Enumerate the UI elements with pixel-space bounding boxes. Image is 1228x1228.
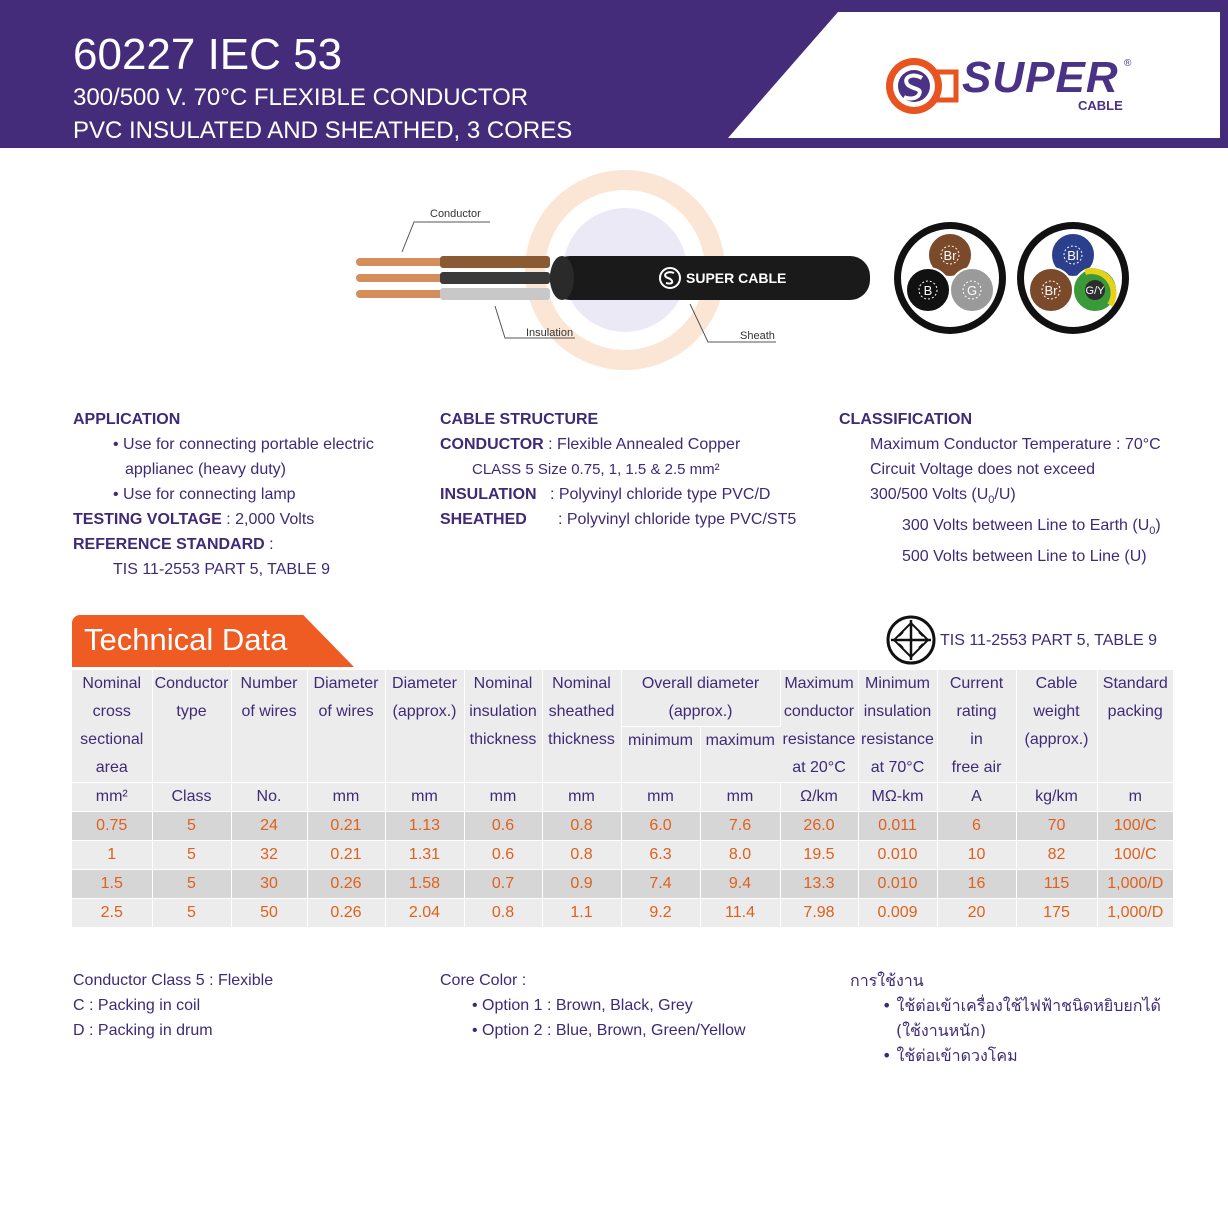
table-row xyxy=(72,812,1173,841)
header-area: Nominal cross sectional area xyxy=(72,670,152,783)
unit-cell: m xyxy=(1097,783,1173,812)
core-label: B xyxy=(923,283,933,298)
page-subtitle-voltage: 300/500 V. 70°C FLEXIBLE CONDUCTOR xyxy=(73,84,529,111)
table-cell: 9.2 xyxy=(621,899,700,928)
table-cell: 0.7 xyxy=(464,870,542,899)
testing-voltage-value: : 2,000 Volts xyxy=(226,511,315,528)
core-label: Bl xyxy=(1067,248,1079,263)
table-cell: 2.04 xyxy=(385,899,464,928)
thai-usage-section xyxy=(850,968,1210,1068)
unit-cell: No. xyxy=(231,783,307,812)
cross-section-option-2 xyxy=(1017,222,1129,334)
table-cell: 20 xyxy=(937,899,1016,928)
header-overall-diameter: Overall diameter (approx.) xyxy=(621,670,780,727)
table-cell: 0.26 xyxy=(307,899,385,928)
core-color-heading: Core Color : xyxy=(440,972,527,989)
table-cell: 32 xyxy=(231,841,307,870)
table-cell: 0.010 xyxy=(858,841,937,870)
header-diameter-of-wires: Diameter of wires xyxy=(307,670,385,783)
table-cell: 50 xyxy=(231,899,307,928)
table-cell: 0.6 xyxy=(464,812,542,841)
core-color-option-1: • Option 1 : Brown, Black, Grey xyxy=(472,997,693,1014)
conductor-value: : Flexible Annealed Copper xyxy=(548,436,741,453)
unit-cell: mm xyxy=(542,783,621,812)
unit-cell: mm² xyxy=(72,783,152,812)
table-cell: 19.5 xyxy=(780,841,858,870)
table-cell: 0.21 xyxy=(307,812,385,841)
header-conductor-type: Conductor type xyxy=(152,670,231,783)
core-label: G/Y xyxy=(1085,285,1105,297)
insulation-value: : Polyvinyl chloride type PVC/D xyxy=(549,486,771,503)
table-row xyxy=(72,841,1173,870)
table-cell: 0.011 xyxy=(858,812,937,841)
structure-section xyxy=(440,407,830,532)
note-drum: D : Packing in drum xyxy=(73,1022,213,1039)
table-cell: 2.5 xyxy=(72,899,152,928)
table-cell: 7.6 xyxy=(700,812,780,841)
table-cell: 1.5 xyxy=(72,870,152,899)
header-sheath-thickness: Nominal sheathed thickness xyxy=(542,670,621,783)
reference-standard-value: TIS 11-2553 PART 5, TABLE 9 xyxy=(113,561,331,578)
table-cell: 0.8 xyxy=(542,812,621,841)
note-coil: C : Packing in coil xyxy=(73,997,201,1014)
unit-cell: mm xyxy=(307,783,385,812)
table-cell: 115 xyxy=(1016,870,1097,899)
table-cell: 10 xyxy=(937,841,1016,870)
cross-section-option-1 xyxy=(894,222,1006,334)
conductor-wires xyxy=(356,256,550,300)
thai-usage-heading: การใช้งาน xyxy=(850,971,924,990)
label-insulation: Insulation xyxy=(526,327,574,339)
conductor-label: CONDUCTOR xyxy=(440,436,544,453)
core-label: G xyxy=(966,283,978,298)
table-cell: 0.9 xyxy=(542,870,621,899)
core-label: Br xyxy=(1044,283,1058,298)
unit-cell: mm xyxy=(385,783,464,812)
application-heading: APPLICATION xyxy=(73,411,181,428)
cable-diagram xyxy=(340,170,1220,385)
application-item: applianec (heavy duty) xyxy=(125,461,286,478)
header-diameter-approx: Diameter (approx.) xyxy=(385,670,464,783)
conductor-class: CLASS 5 Size 0.75, 1, 1.5 & 2.5 mm² xyxy=(472,461,720,478)
thai-usage-item: (ใช้งานหนัก) xyxy=(896,1021,987,1040)
table-row xyxy=(72,899,1173,928)
structure-sheathed xyxy=(440,507,830,532)
core-color-option-2: • Option 2 : Blue, Brown, Green/Yellow xyxy=(472,1022,746,1039)
application-section xyxy=(73,407,433,582)
table-cell: 26.0 xyxy=(780,812,858,841)
classification-line: 300 Volts between Line to Earth $(U_0)$ xyxy=(902,517,1161,538)
header-number-of-wires: Number of wires xyxy=(231,670,307,783)
table-cell: 0.26 xyxy=(307,870,385,899)
table-cell: 1.1 xyxy=(542,899,621,928)
structure-conductor xyxy=(440,432,830,457)
header-standard-packing: Standard packing xyxy=(1097,670,1173,783)
tis-standard-mark-icon xyxy=(885,614,937,666)
classification-section xyxy=(839,407,1219,569)
table-cell: 1,000/D xyxy=(1097,899,1173,928)
label-sheath: Sheath xyxy=(740,330,775,342)
table-cell: 1.31 xyxy=(385,841,464,870)
core-color-section xyxy=(440,968,830,1043)
table-cell: 5 xyxy=(152,899,231,928)
header-insulation-thickness: Nominal insulation thickness xyxy=(464,670,542,783)
logo-subtext: CABLE xyxy=(1078,98,1123,113)
logo-wordmark: SUPER xyxy=(962,53,1119,102)
table-cell: 1 xyxy=(72,841,152,870)
table-cell: 0.009 xyxy=(858,899,937,928)
table-cell: 175 xyxy=(1016,899,1097,928)
cable-print-text: SUPER CABLE xyxy=(686,270,787,286)
application-item: • Use for connecting portable electric xyxy=(113,436,374,453)
header-cable-weight: Cable weight (approx.) xyxy=(1016,670,1097,783)
reference-standard xyxy=(73,532,433,557)
testing-voltage xyxy=(73,507,433,532)
standard-reference: TIS 11-2553 PART 5, TABLE 9 xyxy=(940,632,1158,649)
reference-standard-colon: : xyxy=(269,536,274,553)
unit-cell: mm xyxy=(700,783,780,812)
table-cell: 16 xyxy=(937,870,1016,899)
structure-insulation xyxy=(440,482,830,507)
table-cell: 6.0 xyxy=(621,812,700,841)
table-cell: 24 xyxy=(231,812,307,841)
classification-heading: CLASSIFICATION xyxy=(839,411,973,428)
table-cell: 0.75 xyxy=(72,812,152,841)
notes-section xyxy=(73,968,433,1043)
core-label: Br xyxy=(943,248,957,263)
table-cell: 5 xyxy=(152,870,231,899)
classification-line: Circuit Voltage does not exceed xyxy=(870,461,1096,478)
table-cell: 9.4 xyxy=(700,870,780,899)
units-row xyxy=(72,783,1173,812)
table-cell: 1.58 xyxy=(385,870,464,899)
table-cell: 70 xyxy=(1016,812,1097,841)
classification-line: Maximum Conductor Temperature : 70°C xyxy=(870,436,1161,453)
header-current-rating: Current rating in free air xyxy=(937,670,1016,783)
table-row xyxy=(72,870,1173,899)
super-cable-logo-icon xyxy=(884,54,960,118)
reference-standard-label: REFERENCE STANDARD xyxy=(73,536,265,553)
unit-cell: Class xyxy=(152,783,231,812)
header-overall-maximum: maximum xyxy=(700,727,780,783)
table-cell: 7.98 xyxy=(780,899,858,928)
table-cell: 0.6 xyxy=(464,841,542,870)
unit-cell: kg/km xyxy=(1016,783,1097,812)
table-cell: 1.13 xyxy=(385,812,464,841)
insulation-label: INSULATION xyxy=(440,486,537,503)
unit-cell: MΩ-km xyxy=(858,783,937,812)
thai-usage-item: • ใช้ต่อเข้าเครื่องใช้ไฟฟ้าชนิดหยิบยกได้ xyxy=(882,996,1161,1015)
table-cell: 6 xyxy=(937,812,1016,841)
header-overall-minimum: minimum xyxy=(621,727,700,783)
table-cell: 100/C xyxy=(1097,812,1173,841)
testing-voltage-label: TESTING VOLTAGE xyxy=(73,511,222,528)
application-item: • Use for connecting lamp xyxy=(113,486,296,503)
unit-cell: mm xyxy=(464,783,542,812)
table-cell: 30 xyxy=(231,870,307,899)
registered-mark: ® xyxy=(1124,58,1132,69)
thai-usage-item: • ใช้ต่อเข้าดวงโคม xyxy=(882,1046,1018,1065)
table-cell: 7.4 xyxy=(621,870,700,899)
page-title: 60227 IEC 53 xyxy=(73,30,343,79)
table-cell: 0.010 xyxy=(858,870,937,899)
unit-cell: Ω/km xyxy=(780,783,858,812)
label-conductor: Conductor xyxy=(430,208,481,220)
technical-data-table xyxy=(72,670,1173,928)
header-max-resistance: Maximum conductor resistance at 20°C xyxy=(780,670,858,783)
table-cell: 6.3 xyxy=(621,841,700,870)
technical-data-title: Technical Data xyxy=(84,622,288,657)
table-cell: 11.4 xyxy=(700,899,780,928)
classification-line: 300/500 Volts $(U_0/U)$ xyxy=(870,486,1016,507)
table-cell: 0.8 xyxy=(542,841,621,870)
unit-cell: A xyxy=(937,783,1016,812)
table-cell: 100/C xyxy=(1097,841,1173,870)
note-conductor-class: Conductor Class 5 : Flexible xyxy=(73,972,274,989)
structure-heading: CABLE STRUCTURE xyxy=(440,411,599,428)
table-cell: 13.3 xyxy=(780,870,858,899)
unit-cell: mm xyxy=(621,783,700,812)
table-cell: 0.8 xyxy=(464,899,542,928)
sheathed-value: : Polyvinyl chloride type PVC/ST5 xyxy=(557,511,797,528)
table-cell: 0.21 xyxy=(307,841,385,870)
page-subtitle-construction: PVC INSULATED AND SHEATHED, 3 CORES xyxy=(73,117,573,144)
classification-line: 500 Volts between Line to Line (U) xyxy=(902,548,1147,566)
table-cell: 1,000/D xyxy=(1097,870,1173,899)
header-min-insulation-resistance: Minimum insulation resistance at 70°C xyxy=(858,670,937,783)
sheathed-label: SHEATHED xyxy=(440,511,527,528)
table-cell: 5 xyxy=(152,812,231,841)
table-cell: 5 xyxy=(152,841,231,870)
table-cell: 8.0 xyxy=(700,841,780,870)
table-cell: 82 xyxy=(1016,841,1097,870)
